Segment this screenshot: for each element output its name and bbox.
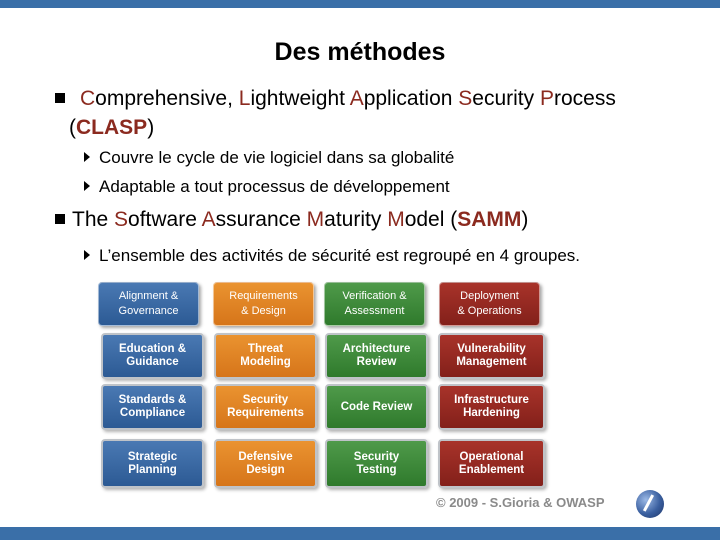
sub-bullet: Adaptable a tout processus de développement — [84, 177, 450, 197]
samm-practice-tile: Strategic Planning — [101, 439, 204, 488]
top-bar — [0, 0, 720, 8]
samm-practice-tile: Architecture Review — [325, 333, 428, 379]
bullet-clasp: Comprehensive, Lightweight Application Security Process — [80, 87, 616, 110]
samm-practice-tile: Defensive Design — [214, 439, 317, 488]
samm-practice-tile: Infrastructure Hardening — [438, 384, 545, 430]
samm-practice-tile: Threat Modeling — [214, 333, 317, 379]
samm-header-design: Requirements & Design — [213, 282, 314, 326]
samm-header-governance: Alignment & Governance — [98, 282, 199, 326]
samm-practice-tile: Vulnerability Management — [438, 333, 545, 379]
samm-practice-tile: Code Review — [325, 384, 428, 430]
bottom-bar — [0, 527, 720, 540]
sub-bullet: Couvre le cycle de vie logiciel dans sa globalité — [84, 148, 454, 168]
samm-practice-tile: Security Requirements — [214, 384, 317, 430]
slide-title: Des méthodes — [274, 38, 446, 66]
arrow-right-icon — [84, 152, 90, 162]
samm-header-verification: Verification & Assessment — [324, 282, 425, 326]
copyright-text: © 2009 - S.Gioria & OWASP — [436, 495, 605, 510]
arrow-right-icon — [84, 181, 90, 191]
sub-bullet: L’ensemble des activités de sécurité est regroupé en 4 groupes. — [84, 246, 580, 266]
bullet-square-icon — [55, 93, 65, 103]
samm-practice-tile: Security Testing — [325, 439, 428, 488]
bullet-square-icon — [55, 214, 65, 224]
samm-practice-tile: Operational Enablement — [438, 439, 545, 488]
bullet-samm: The Software Assurance Maturity Model (SAMM) — [72, 208, 529, 231]
samm-practice-tile: Standards & Compliance — [101, 384, 204, 430]
bullet-clasp-abbr: (CLASP) — [69, 116, 155, 139]
samm-header-deployment: Deployment & Operations — [439, 282, 540, 326]
arrow-right-icon — [84, 250, 90, 260]
samm-practice-tile: Education & Guidance — [101, 333, 204, 379]
